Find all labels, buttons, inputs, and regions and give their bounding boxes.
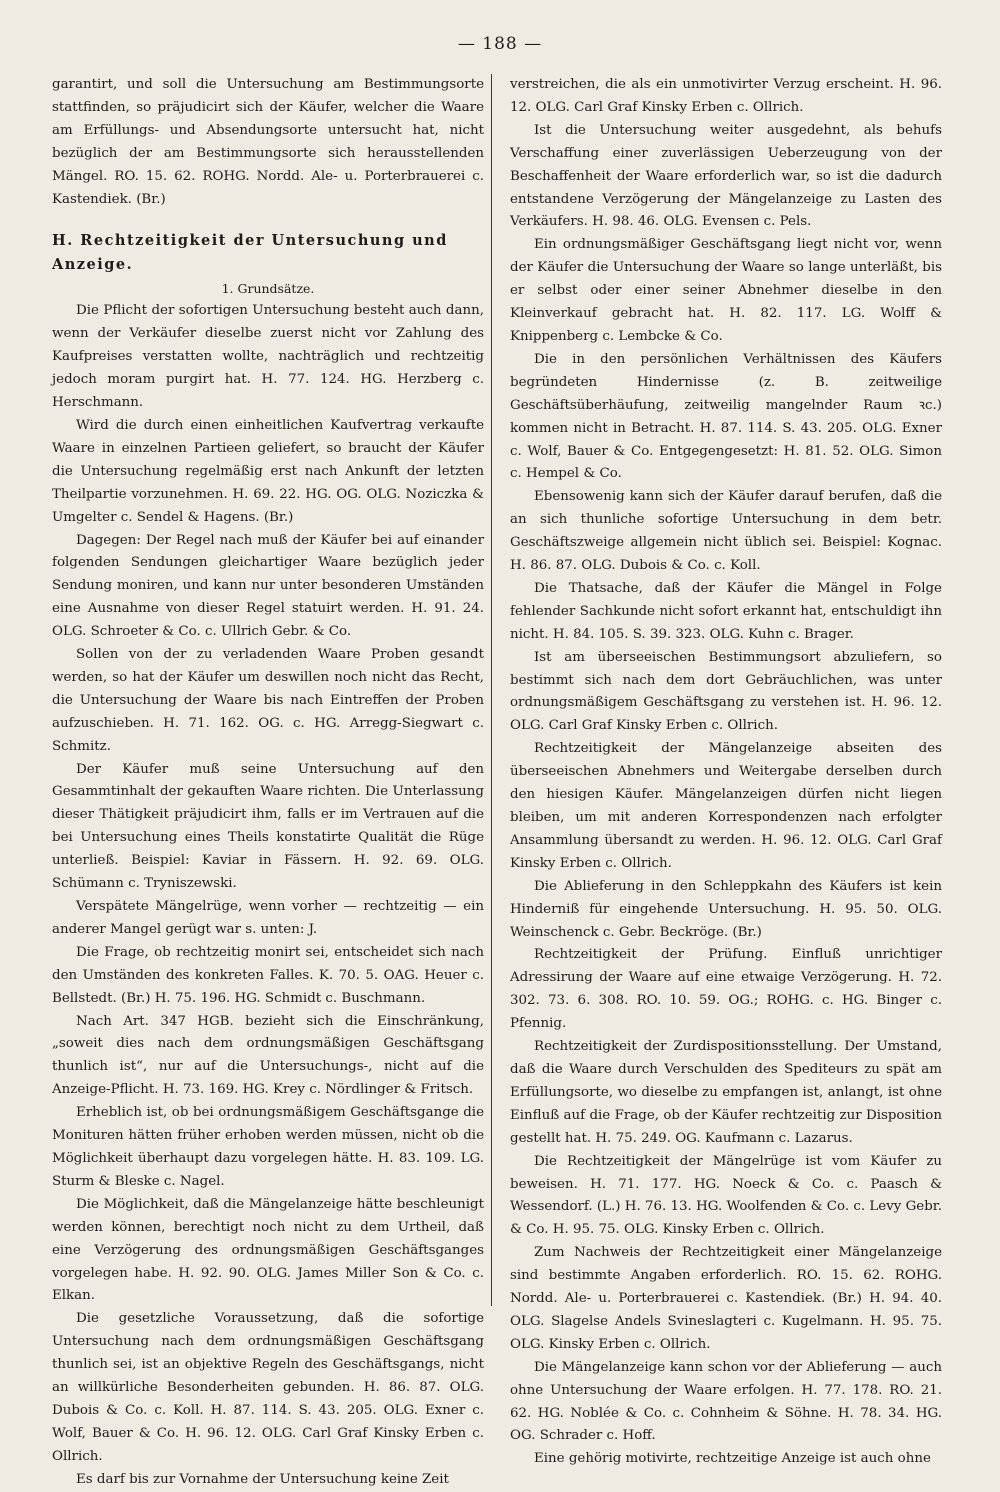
paragraph: Wird die durch einen einheitlichen Kaufvertrag verkaufte Waare in einzelnen Partieen geliefert, so braucht der Käufer die Untersuchung regelmäßig erst nach Ankunft der letzten Theilpartie vorzunehmen. H. 69. 22. HG. OG. OLG. Noziczka & Umgelter c. Sendel & Hagens. (Br.) [52, 417, 484, 525]
paragraph: Die gesetzliche Voraussetzung, daß die sofortige Untersuchung nach dem ordnungsmäßigen Geschäftsgang thunlich sei, ist an objektive Regeln des Geschäftsgangs, nicht an willkürliche Besonderheiten gebunden. H. 86. 87. OLG. Dubois & Co. c. Koll. H. 87. 114. S. 43. 205. OLG. Exner c. Wolf, Bauer & Co. H. 96. 12. OLG. Carl Graf Kinsky Erben c. Ollrich. [52, 1311, 484, 1464]
paragraph: Die Rechtzeitigkeit der Mängelrüge ist vom Käufer zu beweisen. H. 71. 177. HG. Noeck & Co. c. Paasch & Wessendorf. (L.) H. 76. 13. HG. Woolfenden & Co. c. Levy Gebr. & Co. H. 95. 75. OLG. Kinsky Erben c. Ollrich. [510, 1153, 942, 1238]
paragraph: Die Frage, ob rechtzeitig monirt sei, entscheidet sich nach den Umständen des konkreten Falles. K. 70. 5. OAG. Heuer c. Bellstedt. (Br.) H. 75. 196. HG. Schmidt c. Buschmann. [52, 944, 484, 1006]
paragraph: Die Pflicht der sofortigen Untersuchung besteht auch dann, wenn der Verkäufer dieselbe zuerst nicht vor Zahlung des Kaufpreises verstatten wollte, nachträglich und rechtzeitig jedoch moram purgirt hat. H. 77. 124. HG. Herzberg c. Herschmann. [52, 303, 484, 411]
paragraph: Verspätete Mängelrüge, wenn vorher — rechtzeitig — ein anderer Mangel gerügt war s. unten: J. [52, 899, 484, 937]
column-divider [491, 74, 492, 1306]
paragraph: Rechtzeitigkeit der Zurdispositionsstellung. Der Umstand, daß die Waare durch Verschulden des Spediteurs zu spät am Erfüllungsorte, wo dieselbe zu empfangen ist, anlangt, ist ohne Einfluß auf die Frage, ob der Käufer rechtzeitig zur Disposition gestellt hat. H. 75. 249. OG. Kaufmann c. Lazarus. [510, 1039, 942, 1146]
paragraph: Zum Nachweis der Rechtzeitigkeit einer Mängelanzeige sind bestimmte Angaben erforderlich. RO. 15. 62. ROHG. Nordd. Ale- u. Porterbrauerei c. Kastendiek. (Br.) H. 94. 40. OLG. Slagelse Andels Svineslagteri c. Kugelmann. H. 95. 75. OLG. Kinsky Erben c. Ollrich. [510, 1245, 942, 1352]
subheading: 1. Grundsätze. [221, 281, 315, 297]
right-column [510, 74, 942, 1471]
paragraph: Ein ordnungsmäßiger Geschäftsgang liegt nicht vor, wenn der Käufer die Untersuchung der Waare so lange unterläßt, bis er selbst oder einer seiner Abnehmer dieselbe in den Kleinverkauf gebracht hat. H. 82. 117. LG. Wolff & Knippenberg c. Lembcke & Co. [510, 237, 942, 344]
paragraph: Sollen von der zu verladenden Waare Proben gesandt werden, so hat der Käufer um deswillen noch nicht das Recht, die Untersuchung der Waare bis nach Eintreffen der Proben aufzuschieben. H. 71. 162. OG. c. HG. Arregg-Siegwart c. Schmitz. [52, 647, 484, 754]
paragraph: Die in den persönlichen Verhältnissen des Käufers begründeten Hindernisse (z. B. zeitweilige Geschäftsüberhäufung, zeitweilig mangelnder Raum ꝛc.) kommen nicht in Betracht. H. 87. 114. S. 43. 205. OLG. Exner c. Wolf, Bauer & Co. Entgegengesetzt: H. 81. 52. OLG. Simon c. Hempel & Co. [510, 351, 942, 482]
paragraph: Die Ablieferung in den Schleppkahn des Käufers ist kein Hinderniß für eingehende Untersuchung. H. 95. 50. OLG. Weinschenck c. Gebr. Beckröge. (Br.) [510, 878, 942, 940]
paragraph: Der Käufer muß seine Untersuchung auf den Gesammtinhalt der gekauften Waare richten. Die Unterlassung dieser Thätigkeit präjudicirt ihm, falls er im Vertrauen auf die bei Untersuchung eines Theils konstatirte Qualität die Rüge unterließ. Beispiel: Kaviar in Fässern. H. 92. 69. OLG. Schümann c. Tryniszewski. [52, 761, 484, 892]
paragraph: Rechtzeitigkeit der Prüfung. Einfluß unrichtiger Adressirung der Waare auf eine etwaige Verzögerung. H. 72. 302. 73. 6. 308. RO. 10. 59. OG.; ROHG. c. HG. Binger c. Pfennig. [510, 947, 942, 1032]
section-heading: H. Rechtzeitigkeit der Untersuchung und Anzeige. [52, 232, 448, 274]
paragraph: Erheblich ist, ob bei ordnungsmäßigem Geschäftsgange die Monituren hätten früher erhoben werden müssen, nicht ob die Möglichkeit überhaupt dazu vorgelegen hätte. H. 83. 109. LG. Sturm & Bleske c. Nagel. [52, 1105, 484, 1189]
paragraph: verstreichen, die als ein unmotivirter Verzug erscheint. H. 96. 12. OLG. Carl Graf Kinsky Erben c. Ollrich. [510, 77, 942, 115]
paragraph: Rechtzeitigkeit der Mängelanzeige abseiten des überseeischen Abnehmers und Weitergabe derselben durch den hiesigen Käufer. Mängelanzeigen dürfen nicht liegen bleiben, um mit anderen Korrespondenzen nach erfolgter Ansammlung übersandt zu werden. H. 96. 12. OLG. Carl Graf Kinsky Erben c. Ollrich. [510, 741, 942, 871]
paragraph: Ist am überseeischen Bestimmungsort abzuliefern, so bestimmt sich nach dem dort Gebräuchlichen, was unter ordnungsmäßigem Geschäftsgang zu verstehen ist. H. 96. 12. OLG. Carl Graf Kinsky Erben c. Ollrich. [510, 649, 942, 734]
page-number: — 188 — [457, 34, 543, 54]
paragraph: Dagegen: Der Regel nach muß der Käufer bei auf einander folgenden Sendungen gleichartiger Waare bezüglich jeder Sendung moniren, und kann nur unter besonderen Umständen eine Ausnahme von dieser Regel statuirt werden. H. 91. 24. OLG. Schroeter & Co. c. Ullrich Gebr. & Co. [52, 532, 484, 640]
paragraph: Ebensowenig kann sich der Käufer darauf berufen, daß die an sich thunliche sofortige Untersuchung in dem betr. Geschäftszweige allgemein nicht üblich sei. Beispiel: Kognac. H. 86. 87. OLG. Dubois & Co. c. Koll. [510, 489, 942, 574]
paragraph: Nach Art. 347 HGB. bezieht sich die Einschränkung, „soweit dies nach dem ordnungsmäßigen Geschäftsgang thunlich ist“, nur auf die Untersuchungs-, nicht auf die Anzeige-Pflicht. H. 73. 169. HG. Krey c. Nördlinger & Fritsch. [52, 1013, 484, 1098]
paragraph: Die Möglichkeit, daß die Mängelanzeige hätte beschleunigt werden können, berechtigt noch nicht zu dem Urtheil, daß eine Verzögerung des ordnungsmäßigen Geschäftsganges vorgelegen habe. H. 92. 90. OLG. James Miller Son & Co. c. Elkan. [52, 1196, 484, 1304]
paragraph: Ist die Untersuchung weiter ausgedehnt, als behufs Verschaffung einer zuverlässigen Ueberzeugung von der Beschaffenheit der Waare erforderlich war, so ist die dadurch entstandene Verzögerung der Mängelanzeige zu Lasten des Verkäufers. H. 98. 46. OLG. Evensen c. Pels. [510, 122, 942, 230]
paragraph: Eine gehörig motivirte, rechtzeitige Anzeige ist auch ohne [534, 1451, 931, 1467]
paragraph: Die Mängelanzeige kann schon vor der Ablieferung — auch ohne Untersuchung der Waare erfolgen. H. 77. 178. RO. 21. 62. HG. Noblée & Co. c. Cohnheim & Söhne. H. 78. 34. HG. OG. Schrader c. Hoff. [510, 1359, 942, 1444]
paragraph: Die Thatsache, daß der Käufer die Mängel in Folge fehlender Sachkunde nicht sofort erkannt hat, entschuldigt ihn nicht. H. 84. 105. S. 39. 323. OLG. Kuhn c. Brager. [510, 580, 942, 642]
left-column [52, 74, 484, 1492]
paragraph: Es darf bis zur Vornahme der Untersuchung keine Zeit [76, 1471, 449, 1487]
spacer [52, 211, 484, 223]
paragraph: garantirt, und soll die Untersuchung am Bestimmungsorte stattfinden, so präjudicirt sich der Käufer, welcher die Waare am Erfüllungs- und Absendungsorte untersucht hat, nicht bezüglich der am Bestimmungsorte sich herausstellenden Mängel. RO. 15. 62. ROHG. Nordd. Ale- u. Porterbrauerei c. Kastendiek. (Br.) [52, 77, 484, 207]
